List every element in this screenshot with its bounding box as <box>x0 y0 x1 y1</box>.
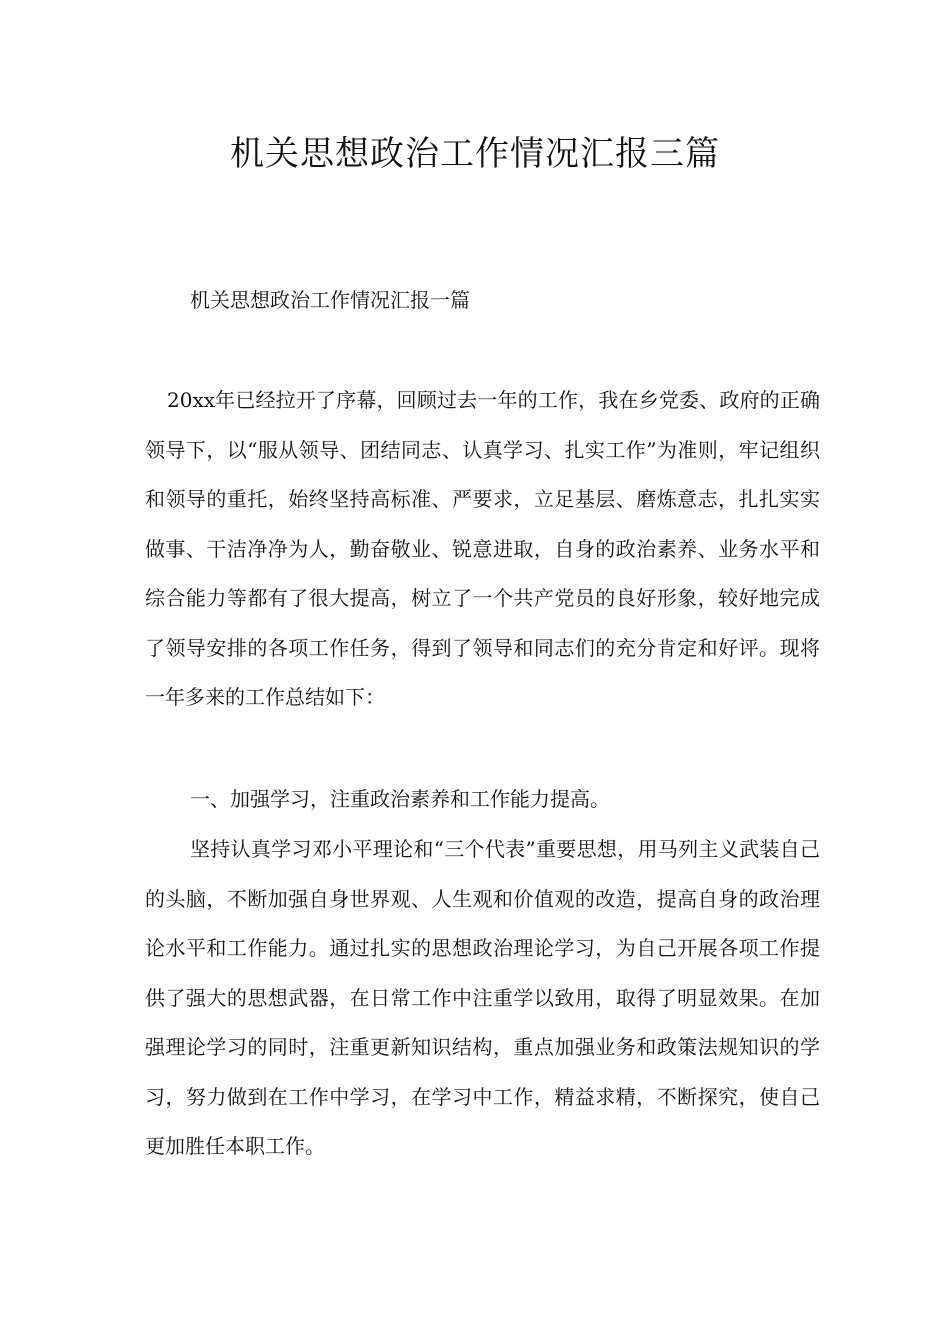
section-one-heading: 一、加强学习，注重政治素养和工作能力提高。 <box>190 787 610 811</box>
document-title: 机关思想政治工作情况汇报三篇 <box>230 134 720 174</box>
document-subtitle: 机关思想政治工作情况汇报一篇 <box>190 288 470 312</box>
section-one-body: 坚持认真学习邓小平理论和“三个代表”重要思想，用马列主义武装自己的头脑，不断加强自身世界观、人生观和价值观的改造，提高自身的政治理论水平和工作能力。通过扎实的思想政治理论学习，为自己开展各项工作提供了强大的思想武器，在日常工作中注重学以致用，取得了明显效果。在加强理论学习的同时，注重更新知识结构，重点加强业务和政策法规知识的学习，努力做到在工作中学习，在学习中工作，精益求精，不断探究，使自己更加胜任本职工作。 <box>145 837 820 1158</box>
intro-paragraph: 20xx年已经拉开了序幕，回顾过去一年的工作，我在乡党委、政府的正确领导下，以“服从领导、团结同志、认真学习、扎实工作”为准则，牢记组织和领导的重托，始终坚持高标准、严要求，立足基层、磨炼意志，扎扎实实做事、干洁净净为人，勤奋敬业、锐意进取，自身的政治素养、业务水平和综合能力等都有了很大提高，树立了一个共产党员的良好形象，较好地完成了领导安排的各项工作任务，得到了领导和同志们的充分肯定和好评。现将一年多来的工作总结如下： <box>145 388 820 709</box>
